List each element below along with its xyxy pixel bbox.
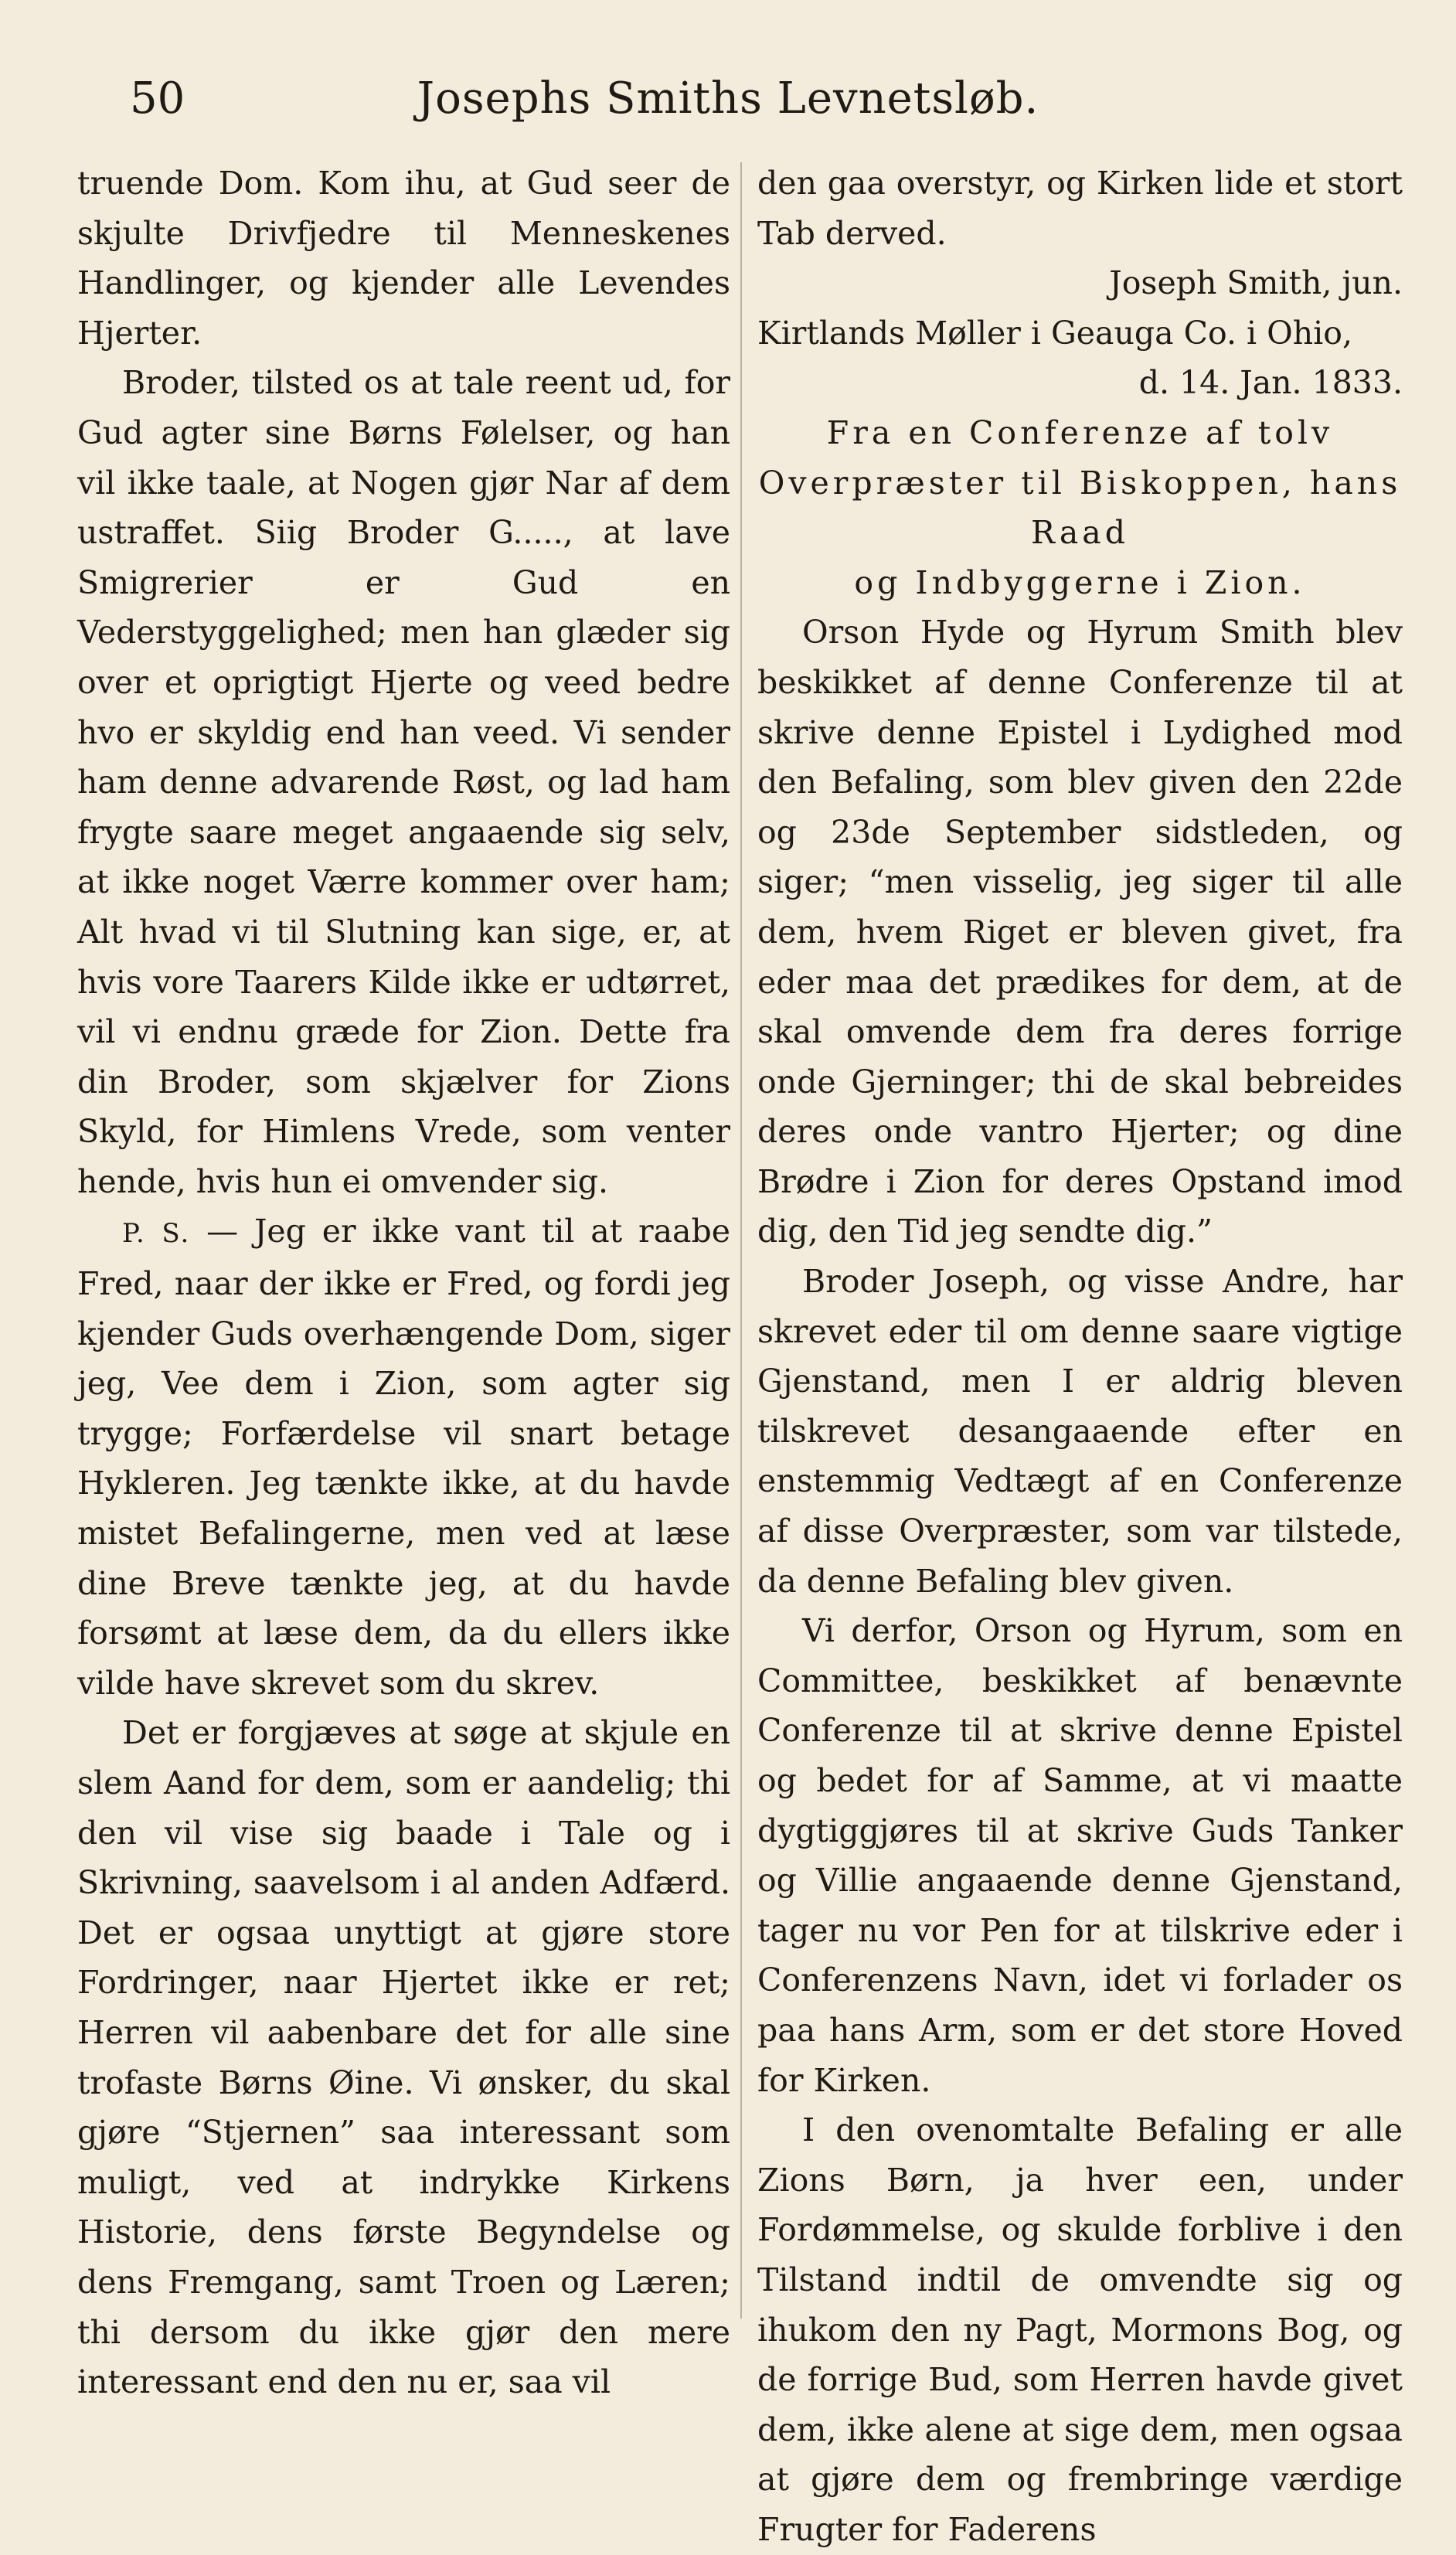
paragraph: Broder, tilsted os at tale reent ud, for Gud agter sine Børns Følelser, og han vil ikke taale, at Nogen gjør Nar af dem ustraffet. Siig Broder G....., at lave Smigrerier er Gud en Vederstyggelighed; men han glæder sig over et oprigtigt Hjerte og veed bedre hvo er skyldig end han veed. Vi sender ham denne advarende Røst, og lad ham frygte saare meget angaaende sig selv, at ikke noget Værre kommer over ham; Alt hvad vi til Slutning kan sige, er, at hvis vore Taarers Kilde ikke er udtørret, vil vi endnu græde for Zion. Dette fra din Broder, som skjælver for Zions Skyld, for Himlens Vrede, som venter hende, hvis hun ei omvender sig.	[77, 364, 730, 1200]
page-header	[85, 68, 1371, 130]
paragraph: Det er forgjæves at søge at skjule en slem Aand for dem, som er aandelig; thi den vil vise sig baade i Tale og i Skrivning, saavelsom i al anden Adfærd. Det er ogsaa unyttigt at gjøre store Fordringer, naar Hjertet ikke er ret; Herren vil aabenbare det for alle sine trofaste Børns Øine. Vi ønsker, du skal gjøre “Stjernen” saa interessant som muligt, ved at indrykke Kirkens Historie, dens første Begyndelse og dens Fremgang, samt Troen og Læren; thi dersom du ikke gjør den mere interessant end den nu er, saa vil	[77, 1714, 730, 2401]
signature-place: Kirtlands Møller i Geauga Co. i Ohio,	[757, 314, 1353, 352]
ps-text: — Jeg er ikke vant til at raabe Fred, naar der ikke er Fred, og fordi jeg kjender Guds overhængende Dom, siger jeg, Vee dem i Zion, som agter sig trygge; Forfærdelse vil snart betage Hykleren. Jeg tænkte ikke, at du havde mistet Befalingerne, men ved at læse dine Breve tænkte jeg, at du havde forsømt at læse dem, da du ellers ikke vilde have skrevet som du skrev.	[77, 1213, 730, 1702]
paragraph: Vi derfor, Orson og Hyrum, som en Committee, beskikket af benævnte Conferenze til at skrive denne Epistel og bedet for af Samme, at vi maatte dygtiggjøres til at skrive Guds Tanker og Villie angaaende denne Gjenstand, tager nu vor Pen for at tilskrive eder i Conferenzens Navn, idet vi forlader os paa hans Arm, som er det store Hoved for Kirken.	[757, 1612, 1403, 2099]
signature-name: Joseph Smith, jun.	[1109, 264, 1403, 302]
right-column	[757, 158, 1403, 2548]
paragraph: I den ovenomtalte Befaling er alle Zions Børn, ja hver een, under Fordømmelse, og skulde forblive i den Tilstand indtil de omvendte sig og ihukom den ny Pagt, Mormons Bog, og de forrige Bud, som Herren havde givet dem, ikke alene at sige dem, men ogsaa at gjøre dem og frembringe værdige Frugter for Faderens	[757, 2111, 1403, 2548]
paragraph: den gaa overstyr, og Kirken lide et stort Tab derved.	[757, 165, 1403, 252]
column-divider	[740, 162, 742, 2319]
postscript-paragraph	[77, 1206, 730, 1708]
paragraph: Orson Hyde og Hyrum Smith blev beskikket af denne Conferenze til at skrive denne Epistel i Lydighed mod den Befaling, som blev given den 22de og 23de September sidstleden, og siger; “men visselig, jeg siger til alle dem, hvem Riget er bleven givet, fra eder maa det prædikes for dem, at de skal omvende dem fra deres forrige onde Gjerninger; thi de skal bebreides deres onde vantro Hjerter; og dine Brødre i Zion for deres Opstand imod dig, den Tid jeg sendte dig.”	[757, 614, 1403, 1250]
ps-label: P. S.	[122, 1218, 191, 1250]
signature-date: d. 14. Jan. 1833.	[1138, 364, 1403, 402]
section-heading: Fra en Conferenze af tolv Overpræster til Biskoppen, hans Raad	[758, 413, 1402, 552]
running-title: Josephs Smiths Levnetsløb.	[417, 73, 1039, 124]
paragraph: Broder Joseph, og visse Andre, har skrevet eder til om denne saare vigtige Gjenstand, men I er aldrig bleven tilskrevet desangaaende efter en enstemmig Vedtægt af en Conferenze af disse Overpræster, som var tilstede, da denne Befaling blev given.	[757, 1263, 1403, 1600]
page-number: 50	[130, 73, 185, 124]
left-column	[77, 158, 730, 2401]
paragraph: truende Dom. Kom ihu, at Gud seer de skjulte Drivfjedre til Menneskenes Handlinger, og kjender alle Levendes Hjerter.	[77, 165, 730, 352]
section-heading-line2: og Indbyggerne i Zion.	[854, 563, 1306, 601]
